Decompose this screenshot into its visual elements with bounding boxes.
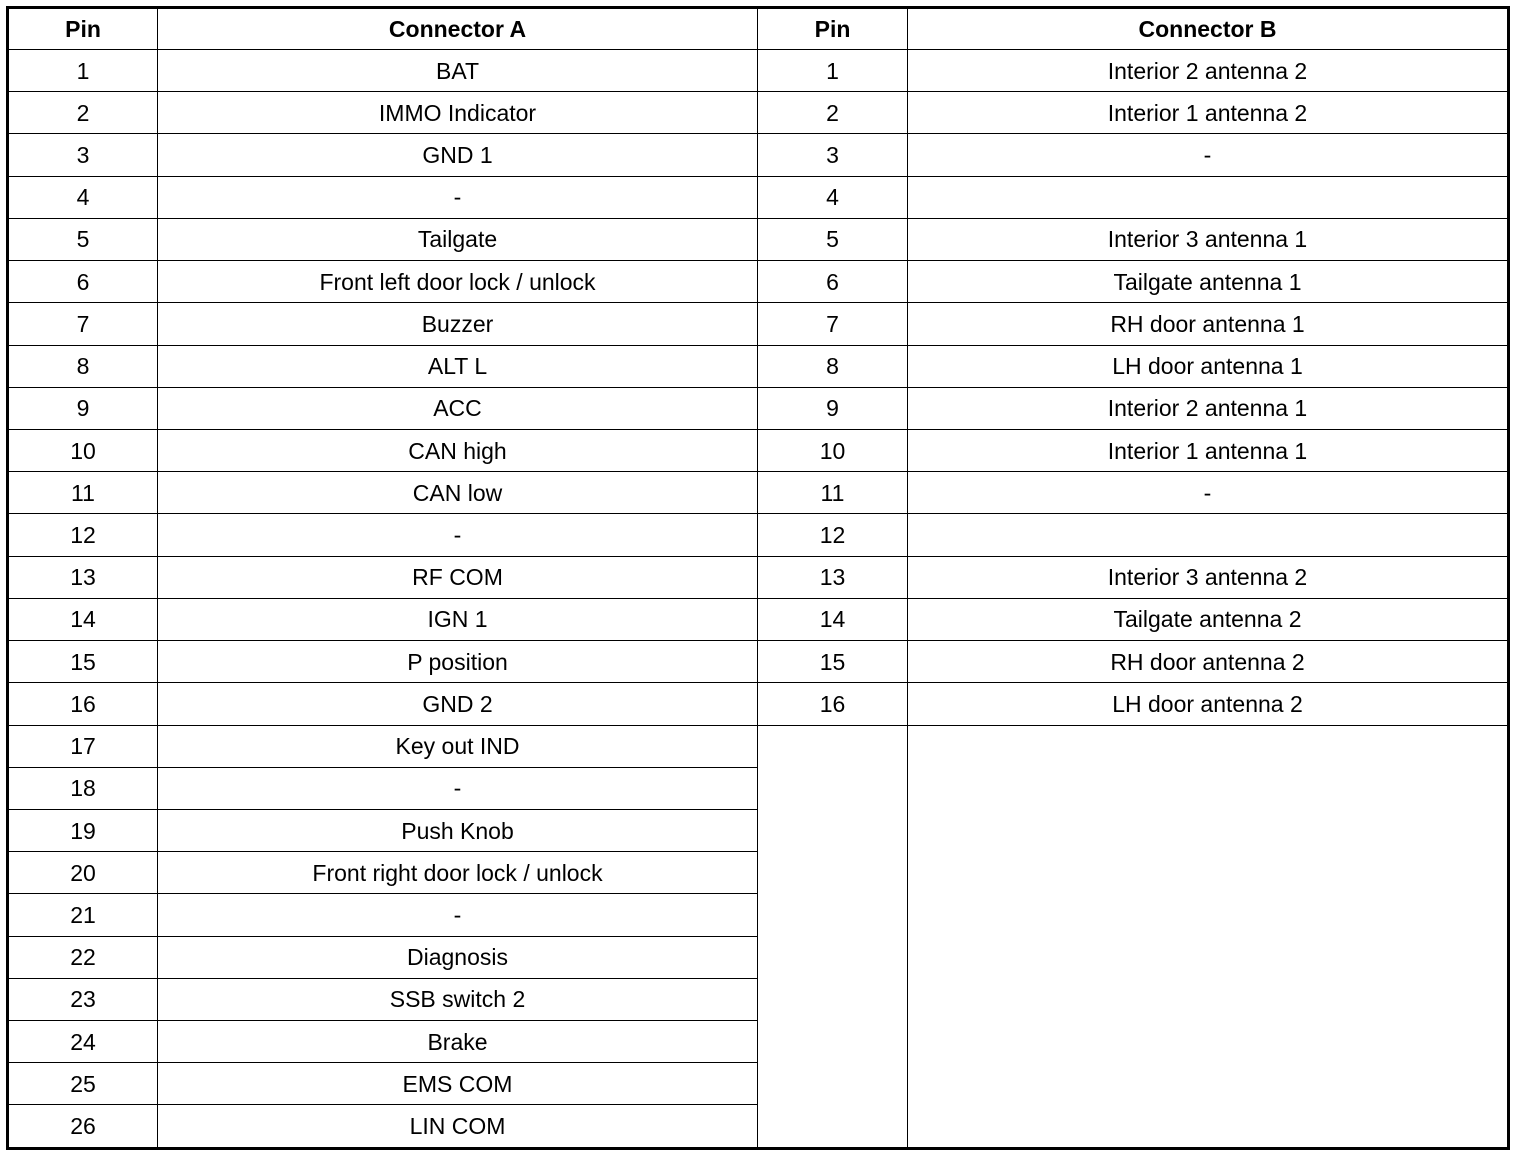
connector-b-signal-cell: LH door antenna 1	[908, 345, 1509, 387]
pin-a-cell: 24	[8, 1021, 158, 1063]
connector-a-signal-cell: CAN high	[158, 429, 758, 471]
connector-a-signal-cell: GND 1	[158, 134, 758, 176]
connector-a-signal-cell: ACC	[158, 387, 758, 429]
pin-b-cell: 4	[758, 176, 908, 218]
connector-b-signal-cell: Interior 2 antenna 2	[908, 50, 1509, 92]
pin-a-cell: 14	[8, 598, 158, 640]
pin-b-cell: 2	[758, 92, 908, 134]
table-body	[8, 50, 1509, 1149]
connector-b-signal-cell: Tailgate antenna 1	[908, 261, 1509, 303]
connector-b-signal-cell: Interior 3 antenna 2	[908, 556, 1509, 598]
table-row	[8, 50, 1509, 92]
pin-a-cell: 13	[8, 556, 158, 598]
connector-b-signal-cell: Interior 3 antenna 1	[908, 218, 1509, 260]
pin-a-cell: 16	[8, 683, 158, 725]
header-connector-a: Connector A	[158, 8, 758, 50]
pin-a-cell: 4	[8, 176, 158, 218]
pin-a-cell: 19	[8, 809, 158, 851]
header-pin-a: Pin	[8, 8, 158, 50]
connector-a-signal-cell: -	[158, 894, 758, 936]
pin-a-cell: 26	[8, 1105, 158, 1149]
connector-a-signal-cell: Key out IND	[158, 725, 758, 767]
pin-a-cell: 8	[8, 345, 158, 387]
table-row	[8, 598, 1509, 640]
pin-b-cell: 10	[758, 429, 908, 471]
header-connector-b: Connector B	[908, 8, 1509, 50]
connector-a-signal-cell: Front left door lock / unlock	[158, 261, 758, 303]
table-row	[8, 725, 1509, 767]
pin-a-cell: 23	[8, 978, 158, 1020]
table-row	[8, 345, 1509, 387]
pin-a-cell: 25	[8, 1063, 158, 1105]
pin-b-cell: 15	[758, 641, 908, 683]
connector-a-signal-cell: P position	[158, 641, 758, 683]
pin-b-cell: 16	[758, 683, 908, 725]
pin-b-cell: 8	[758, 345, 908, 387]
connector-a-signal-cell: GND 2	[158, 683, 758, 725]
connector-b-signal-cell: Tailgate antenna 2	[908, 598, 1509, 640]
table-row	[8, 387, 1509, 429]
pin-a-cell: 15	[8, 641, 158, 683]
empty-pin-b-area	[758, 725, 908, 1149]
connector-a-signal-cell: Diagnosis	[158, 936, 758, 978]
header-pin-b: Pin	[758, 8, 908, 50]
pin-b-cell: 3	[758, 134, 908, 176]
table-row	[8, 683, 1509, 725]
connector-b-signal-cell: Interior 1 antenna 2	[908, 92, 1509, 134]
connector-b-signal-cell: RH door antenna 1	[908, 303, 1509, 345]
connector-a-signal-cell: IGN 1	[158, 598, 758, 640]
pin-a-cell: 1	[8, 50, 158, 92]
pin-a-cell: 2	[8, 92, 158, 134]
table-row	[8, 556, 1509, 598]
connector-a-signal-cell: IMMO Indicator	[158, 92, 758, 134]
table-row	[8, 472, 1509, 514]
table-row	[8, 429, 1509, 471]
connector-a-signal-cell: EMS COM	[158, 1063, 758, 1105]
connector-a-signal-cell: Buzzer	[158, 303, 758, 345]
pin-b-cell: 13	[758, 556, 908, 598]
connector-a-signal-cell: Brake	[158, 1021, 758, 1063]
pinout-table	[6, 6, 1510, 1150]
table-row	[8, 218, 1509, 260]
pin-a-cell: 3	[8, 134, 158, 176]
connector-a-signal-cell: Tailgate	[158, 218, 758, 260]
pin-a-cell: 9	[8, 387, 158, 429]
pin-a-cell: 21	[8, 894, 158, 936]
table-row	[8, 92, 1509, 134]
connector-b-signal-cell: LH door antenna 2	[908, 683, 1509, 725]
connector-b-signal-cell	[908, 176, 1509, 218]
pin-a-cell: 7	[8, 303, 158, 345]
connector-a-signal-cell: -	[158, 176, 758, 218]
table-row	[8, 641, 1509, 683]
connector-b-signal-cell	[908, 514, 1509, 556]
connector-a-signal-cell: -	[158, 514, 758, 556]
pin-a-cell: 22	[8, 936, 158, 978]
pin-b-cell: 12	[758, 514, 908, 556]
table-row	[8, 134, 1509, 176]
pin-a-cell: 10	[8, 429, 158, 471]
pin-a-cell: 11	[8, 472, 158, 514]
pin-b-cell: 6	[758, 261, 908, 303]
connector-a-signal-cell: ALT L	[158, 345, 758, 387]
connector-a-signal-cell: CAN low	[158, 472, 758, 514]
connector-b-signal-cell: Interior 2 antenna 1	[908, 387, 1509, 429]
empty-connector-b-area	[908, 725, 1509, 1149]
connector-b-signal-cell: Interior 1 antenna 1	[908, 429, 1509, 471]
header-row	[8, 8, 1509, 50]
connector-a-signal-cell: LIN COM	[158, 1105, 758, 1149]
pin-a-cell: 12	[8, 514, 158, 556]
pin-a-cell: 20	[8, 852, 158, 894]
pin-a-cell: 5	[8, 218, 158, 260]
connector-a-signal-cell: SSB switch 2	[158, 978, 758, 1020]
pin-b-cell: 1	[758, 50, 908, 92]
pin-a-cell: 6	[8, 261, 158, 303]
table-row	[8, 176, 1509, 218]
connector-b-signal-cell: -	[908, 134, 1509, 176]
pin-b-cell: 9	[758, 387, 908, 429]
pin-a-cell: 17	[8, 725, 158, 767]
connector-a-signal-cell: Front right door lock / unlock	[158, 852, 758, 894]
table-row	[8, 514, 1509, 556]
table-row	[8, 261, 1509, 303]
connector-a-signal-cell: Push Knob	[158, 809, 758, 851]
table-row	[8, 303, 1509, 345]
connector-a-signal-cell: -	[158, 767, 758, 809]
connector-a-signal-cell: RF COM	[158, 556, 758, 598]
pin-b-cell: 7	[758, 303, 908, 345]
connector-a-signal-cell: BAT	[158, 50, 758, 92]
pin-a-cell: 18	[8, 767, 158, 809]
connector-b-signal-cell: RH door antenna 2	[908, 641, 1509, 683]
connector-b-signal-cell: -	[908, 472, 1509, 514]
pin-b-cell: 5	[758, 218, 908, 260]
pin-b-cell: 11	[758, 472, 908, 514]
pin-b-cell: 14	[758, 598, 908, 640]
